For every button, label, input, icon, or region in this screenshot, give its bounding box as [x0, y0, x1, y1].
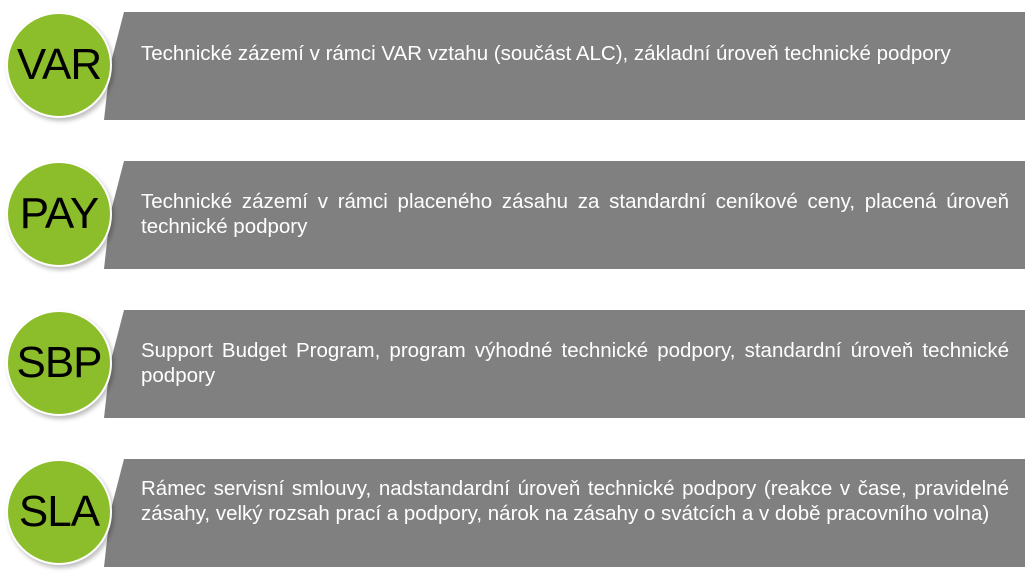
- code-label: SLA: [18, 487, 100, 536]
- code-circle: [6, 161, 112, 267]
- description-text: Technické zázemí v rámci VAR vztahu (součást ALC), základní úroveň technické podpory: [141, 42, 951, 65]
- code-circle: [6, 459, 112, 565]
- description-text: Rámec servisní smlouvy, nadstandardní úroveň technické podpory (reakce v čase, pravidelné zásahy, velký rozsah prací a podpory, nárok na zásahy o svátcích a v době pracovního volna): [141, 477, 1009, 525]
- support-level-pay: [0, 161, 1035, 271]
- code-label: SBP: [16, 338, 102, 387]
- code-label: VAR: [16, 40, 102, 89]
- description-text: Technické zázemí v rámci placeného zásahu za standardní ceníkové ceny, placená úroveň technické podpory: [141, 190, 1009, 238]
- support-level-sla: [0, 459, 1035, 569]
- code-circle: [6, 12, 112, 118]
- description-bar: [104, 12, 1025, 120]
- code-label: PAY: [19, 189, 99, 238]
- support-level-var: [0, 12, 1035, 122]
- code-circle: [6, 310, 112, 416]
- description-text: Support Budget Program, program výhodné technické podpory, standardní úroveň technické podpory: [141, 339, 1009, 387]
- support-level-sbp: [0, 310, 1035, 420]
